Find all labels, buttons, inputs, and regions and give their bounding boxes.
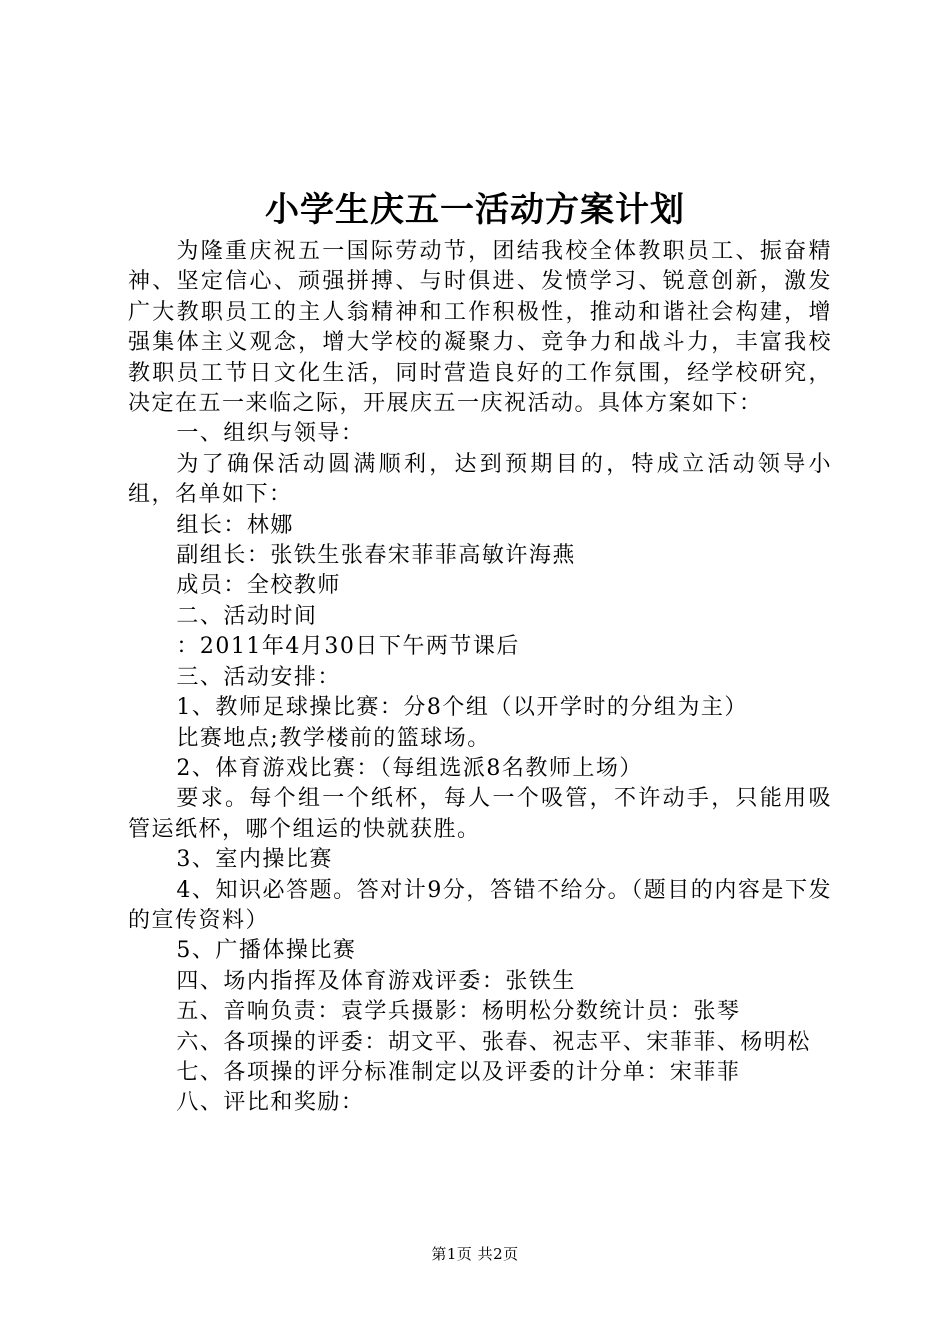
heading-activity-time: 二、活动时间 xyxy=(176,603,318,629)
heading-activity-arrangement: 三、活动安排： xyxy=(176,664,341,690)
page-number: 第1页 共2页 xyxy=(431,1245,519,1263)
line-activity-time: ：2011年4月30日下午两节课后 xyxy=(176,634,520,660)
line-competition-venue: 比赛地点;教学楼前的篮球场。 xyxy=(176,725,491,751)
document-title: 小学生庆五一活动方案计划 xyxy=(265,190,685,230)
heading-organization: 一、组织与领导： xyxy=(176,421,365,447)
item-indoor-exercise: 3、室内操比赛 xyxy=(176,847,333,873)
heading-sound-photo-stats: 五、音响负责：袁学兵摄影：杨明松分数统计员：张琴 xyxy=(176,999,741,1025)
line-members: 成员：全校教师 xyxy=(176,573,341,599)
document-body xyxy=(128,237,832,1119)
item-sports-games: 2、体育游戏比赛：（每组选派8名教师上场） xyxy=(176,755,643,781)
item-football-exercise: 1、教师足球操比赛：分8个组（以开学时的分组为主） xyxy=(176,695,748,721)
item-broadcast-exercise: 5、广播体操比赛 xyxy=(176,938,357,964)
paragraph-leadership-group: 为了确保活动圆满顺利，达到预期目的，特成立活动领导小组，名单如下： xyxy=(128,451,832,508)
item-knowledge-quiz: 4、知识必答题。答对计9分，答错不给分。（题目的内容是下发的宣传资料） xyxy=(128,877,832,933)
heading-scoring-standards: 七、各项操的评分标准制定以及评委的计分单：宋菲菲 xyxy=(176,1059,741,1085)
heading-awards: 八、评比和奖励： xyxy=(176,1090,365,1116)
heading-field-command: 四、场内指挥及体育游戏评委：张铁生 xyxy=(176,968,576,994)
line-group-leader: 组长：林娜 xyxy=(176,512,294,538)
paragraph-intro: 为隆重庆祝五一国际劳动节，团结我校全体教职员工、振奋精神、坚定信心、顽强拼搏、与时俱进、发愤学习、锐意创新，激发广大教职员工的主人翁精神和工作积极性，推动和谐社会构建，增强集体主义观念，增大学校的凝聚力、竞争力和战斗力，丰富我校教职员工节日文化生活，同时营造良好的工作氛围，经学校研究，决定在五一来临之际，开展庆五一庆祝活动。具体方案如下： xyxy=(128,239,832,417)
paragraph-game-requirements: 要求。每个组一个纸杯，每人一个吸管，不许动手，只能用吸管运纸杯，哪个组运的快就获胜。 xyxy=(128,786,832,842)
heading-judges: 六、各项操的评委：胡文平、张春、祝志平、宋菲菲、杨明松 xyxy=(176,1029,811,1055)
line-deputy-leaders: 副组长：张铁生张春宋菲菲高敏许海燕 xyxy=(176,543,576,569)
